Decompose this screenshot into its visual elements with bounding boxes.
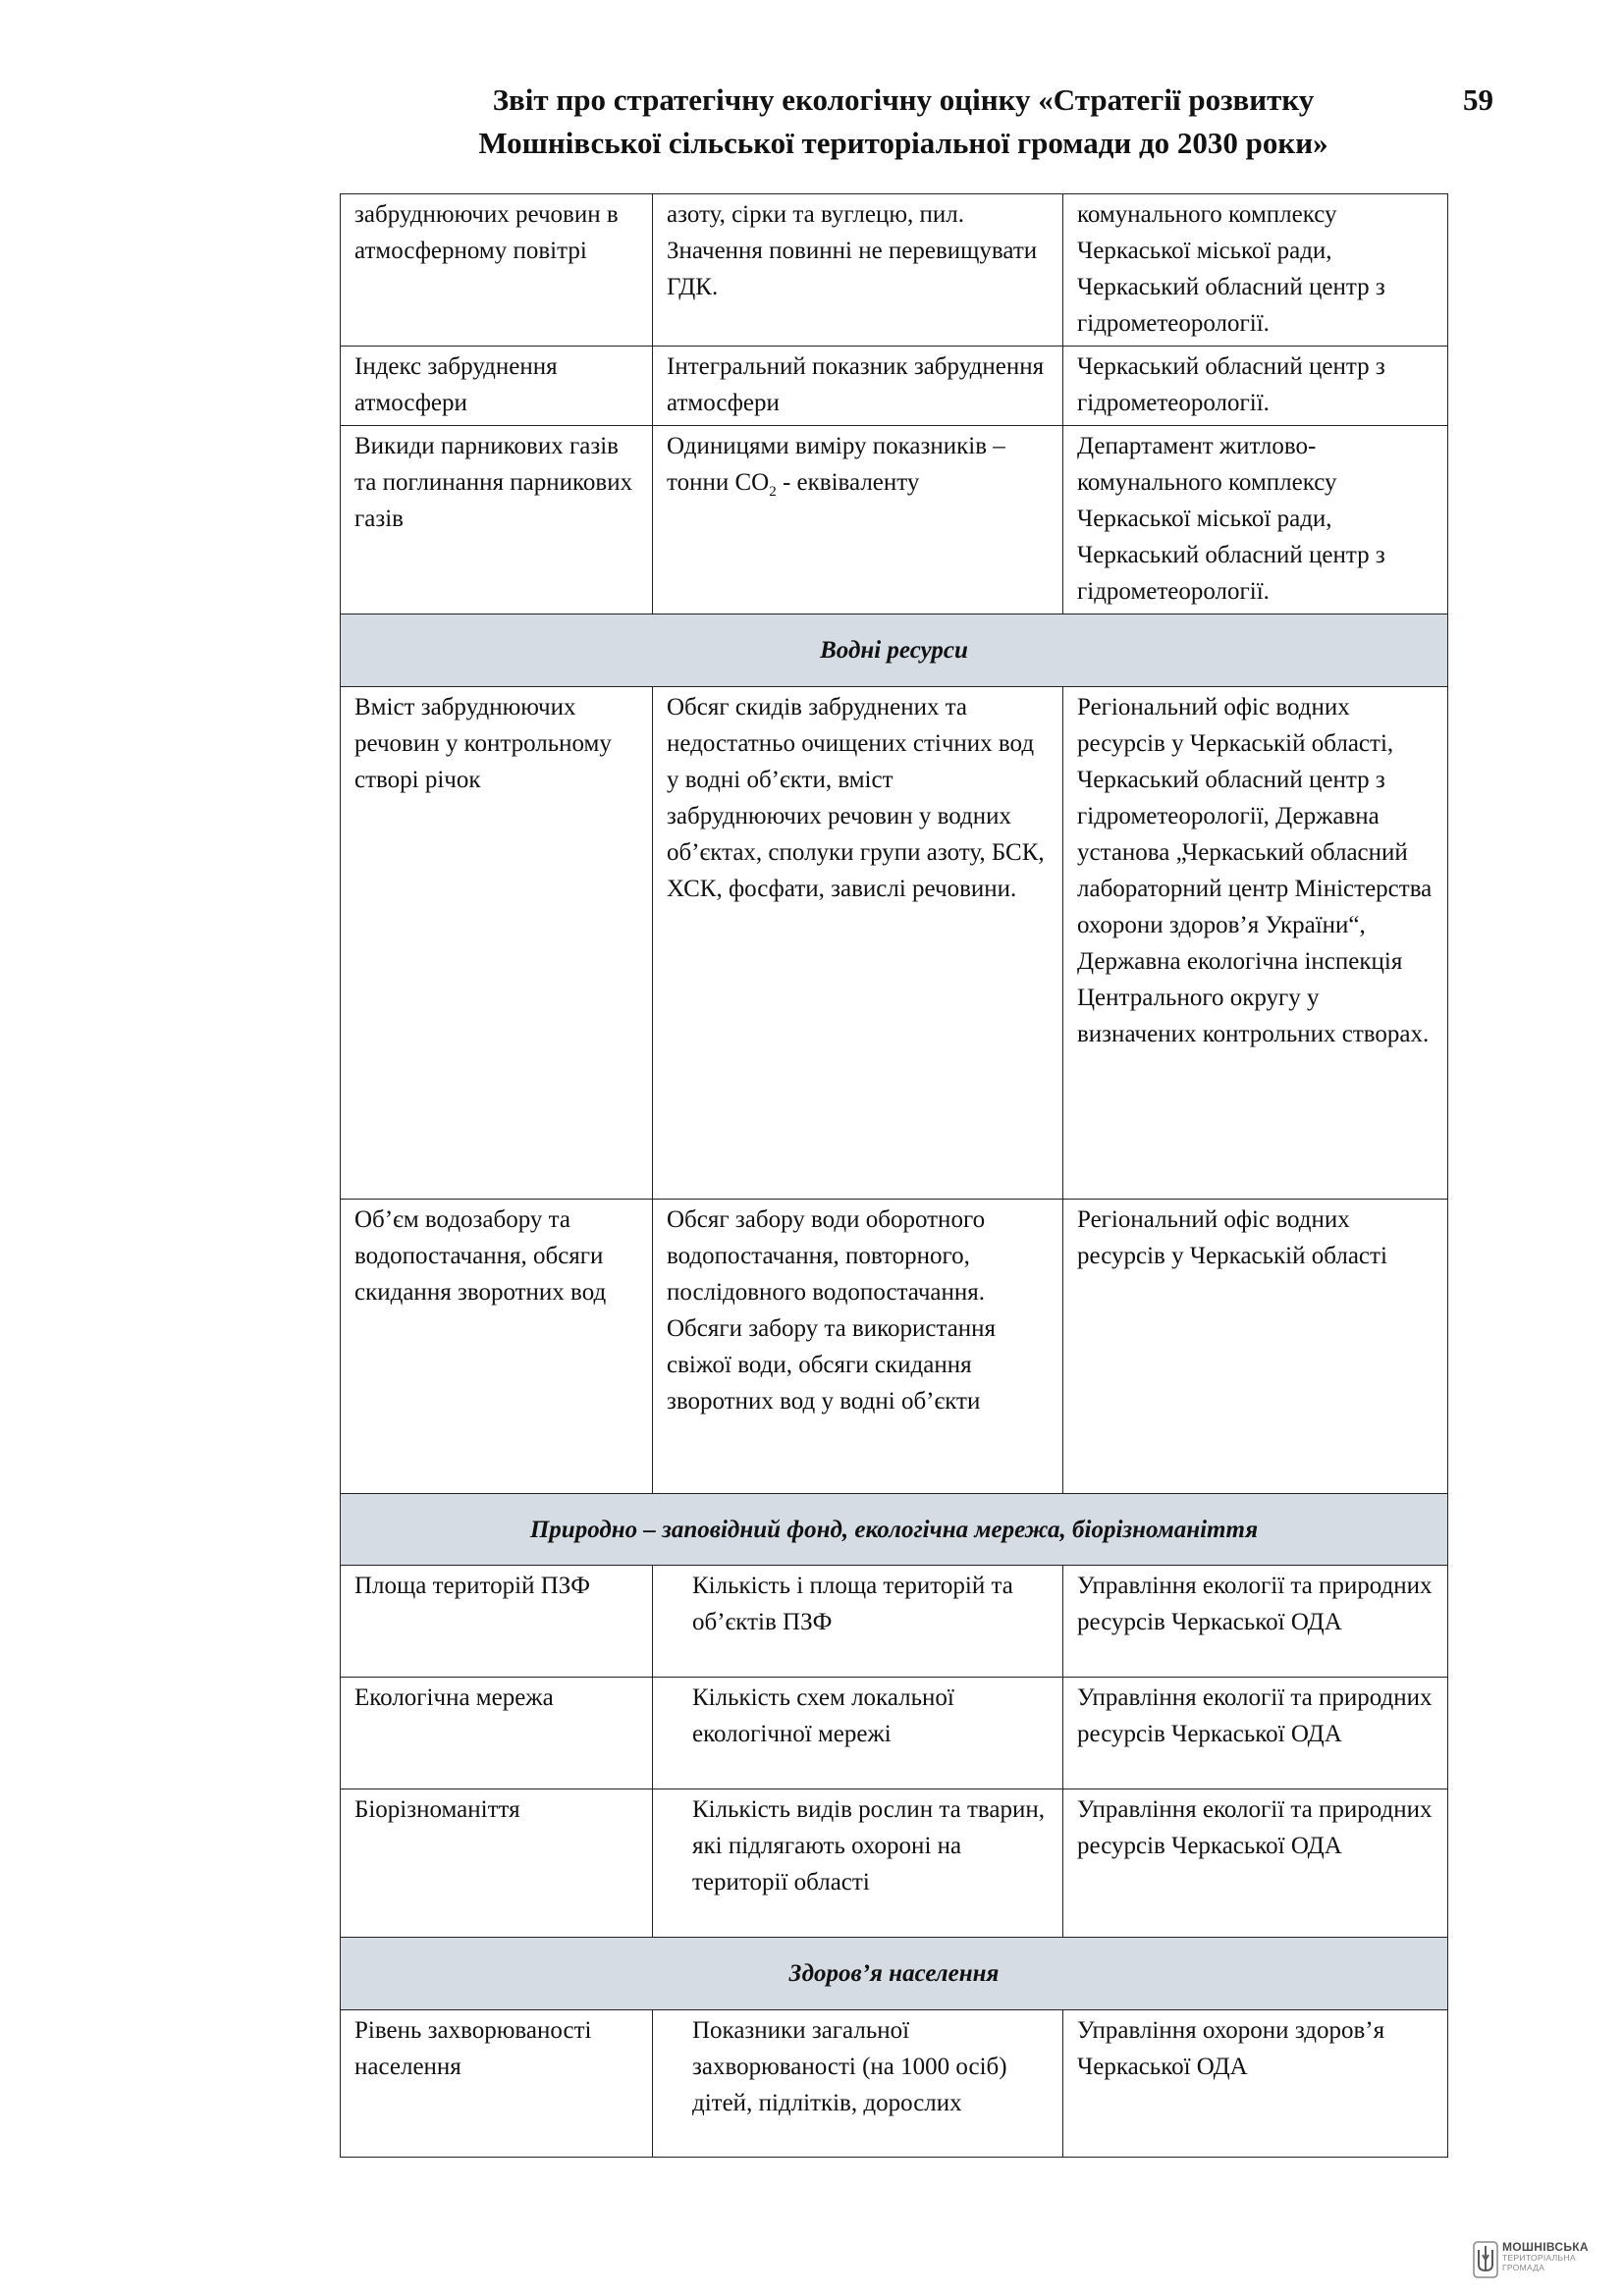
section-header-water: [341, 614, 1448, 687]
cell-indicator: забруднюючих речовин в атмосферному повітрі: [341, 194, 653, 347]
cell-indicator: Викиди парникових газів та поглинання парникових газів: [341, 426, 653, 614]
description-part1: Обсяг забору води оборотного водопостачання, повторного, послідовного водопостачання.: [667, 1206, 986, 1306]
cell-indicator: Об’єм водозабору та водопостачання, обсяги скидання зворотних вод: [341, 1200, 653, 1494]
cell-description: Показники загальної захворюваності (на 1000 осіб) дітей, підлітків, дорослих: [653, 2010, 1063, 2158]
section-title: Природно – заповідний фонд, екологічна мережа, біорізноманіття: [341, 1494, 1448, 1566]
cell-description: Кількість видів рослин та тварин, які підлягають охороні на території області: [653, 1789, 1063, 1938]
cell-indicator: Індекс забруднення атмосфери: [341, 347, 653, 426]
cell-indicator: Вміст забруднюючих речовин у контрольному створі річок: [341, 687, 653, 1200]
cell-description: Обсяг скидів забруднених та недостатньо очищених стічних вод у водні об’єкти, вміст забруднюючих речовин у водних об’єктах, сполуки групи азоту, БСК, ХСК, фосфати, завислі речовини.: [653, 687, 1063, 1200]
cell-indicator: Біорізноманіття: [341, 1789, 653, 1938]
community-logo: [1473, 2241, 1589, 2278]
cell-description: [653, 426, 1063, 614]
cell-indicator: Екологічна мережа: [341, 1678, 653, 1789]
cell-source: Регіональний офіс водних ресурсів у Черкаській області: [1063, 1200, 1448, 1494]
subscript-2: 2: [769, 484, 777, 500]
cell-source: Регіональний офіс водних ресурсів у Черкаській області, Черкаський обласний центр з гідрометеорології, Державна установа „Черкаський обласний лабораторний центр Міністерства охорони здоров’я України“, Державна екологічна інспекція Центрального округу у визначених контрольних створах.: [1063, 687, 1448, 1200]
table-row: [341, 2010, 1448, 2158]
cell-source: Управління екології та природних ресурсів Черкаської ОДА: [1063, 1678, 1448, 1789]
logo-subtitle: ТЕРИТОРІАЛЬНА: [1502, 2253, 1576, 2263]
table-row: [341, 687, 1448, 1200]
cell-source: комунального комплексу Черкаської міської ради, Черкаський обласний центр з гідрометеорології.: [1063, 194, 1448, 347]
table-row: [341, 1200, 1448, 1494]
section-title: Водні ресурси: [341, 614, 1448, 687]
cell-description: [653, 1200, 1063, 1494]
table-row: [341, 194, 1448, 347]
cell-indicator: Рівень захворюваності населення: [341, 2010, 653, 2158]
logo-subtitle: ГРОМАДА: [1502, 2262, 1545, 2272]
table-row: [341, 1566, 1448, 1678]
cell-source: Управління екології та природних ресурсів Черкаської ОДА: [1063, 1566, 1448, 1678]
cell-source: Управління охорони здоров’я Черкаської ОДА: [1063, 2010, 1448, 2158]
header-title-line2: Мошнівської сільської територіальної громади до 2030 роки»: [478, 126, 1328, 160]
section-header-health: [341, 1938, 1448, 2010]
cell-source: Департамент житлово-комунального комплексу Черкаської міської ради, Черкаський обласний центр з гідрометеорології.: [1063, 426, 1448, 614]
table-row: [341, 426, 1448, 614]
cell-description: Кількість схем локальної екологічної мережі: [653, 1678, 1063, 1789]
section-header-nature: [341, 1494, 1448, 1566]
table-row: [341, 1678, 1448, 1789]
cell-description: Кількість і площа територій та об’єктів ПЗФ: [653, 1566, 1063, 1678]
indicators-table: [340, 193, 1448, 2158]
trident-icon: [1473, 2241, 1498, 2278]
description-text-end: - еквіваленту: [776, 469, 920, 496]
table-row: [341, 1789, 1448, 1938]
logo-title: МОШНІВСЬКА: [1502, 2240, 1589, 2254]
description-text: Одиницями виміру показників – тонни СО: [667, 433, 1005, 496]
header-title-line1: Звіт про стратегічну екологічну оцінку «Стратегії розвитку: [492, 82, 1315, 117]
page-number: 59: [1463, 82, 1493, 117]
description-part2: Обсяги забору та використання свіжої води, обсяги скидання зворотних вод у водні об’єкти: [667, 1315, 997, 1415]
cell-source: Черкаський обласний центр з гідрометеорології.: [1063, 347, 1448, 426]
cell-source: Управління екології та природних ресурсів Черкаської ОДА: [1063, 1789, 1448, 1938]
page-header: [412, 79, 1394, 165]
table-row: [341, 347, 1448, 426]
cell-indicator: Площа територій ПЗФ: [341, 1566, 653, 1678]
section-title: Здоров’я населення: [341, 1938, 1448, 2010]
cell-description: Інтегральний показник забруднення атмосфери: [653, 347, 1063, 426]
cell-description: азоту, сірки та вуглецю, пил. Значення повинні не перевищувати ГДК.: [653, 194, 1063, 347]
